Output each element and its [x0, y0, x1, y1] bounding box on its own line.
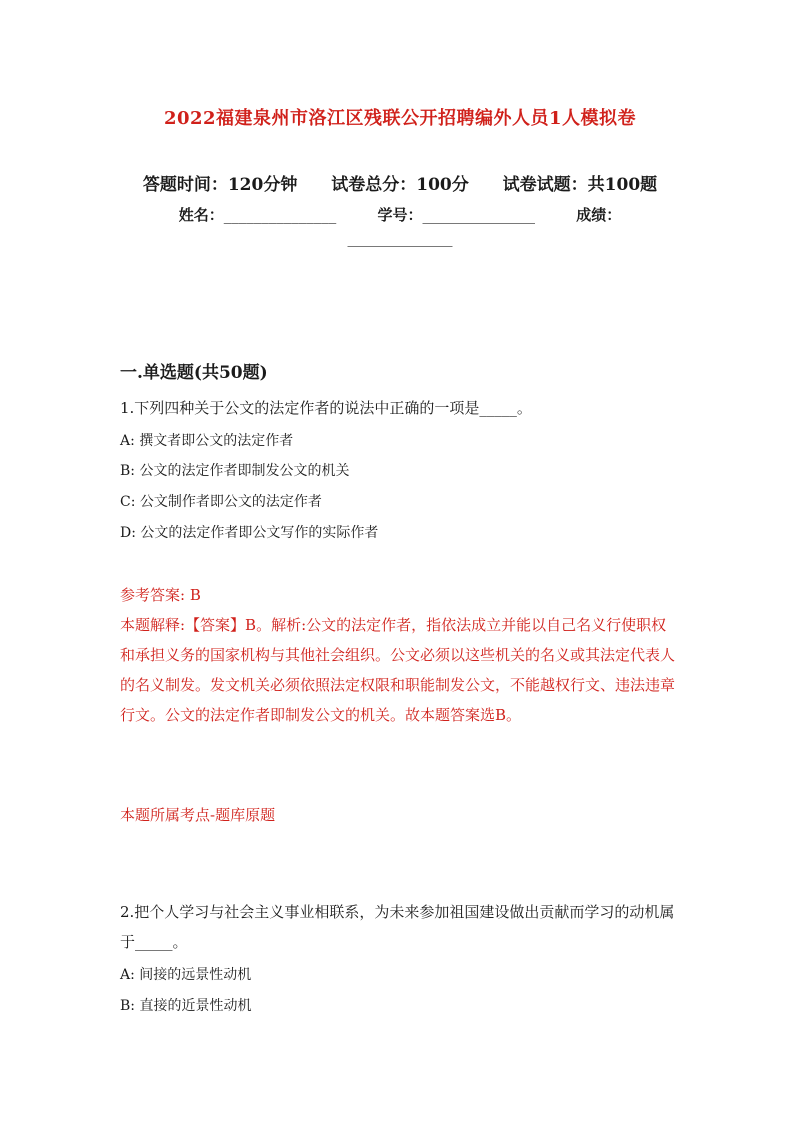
option-a: A: 撰文者即公文的法定作者: [120, 433, 294, 449]
id-blank: _______________: [422, 206, 535, 224]
option-c: C: 公文制作者即公文的法定作者: [120, 494, 322, 510]
id-field: [377, 206, 540, 224]
exam-time: 答题时间：120分钟: [142, 175, 298, 195]
grade-field: [576, 206, 621, 224]
id-label: 学号：: [377, 206, 423, 224]
name-label: 姓名：: [178, 206, 224, 224]
name-field: [179, 206, 342, 224]
name-blank: _______________: [223, 206, 337, 224]
grade-label: 成绩：: [576, 206, 622, 224]
section-title: 一.单选题(共50题): [120, 363, 268, 383]
option-a: A: 间接的远景性动机: [120, 967, 252, 983]
question-text: 2.把个人学习与社会主义事业相联系，为未来参加祖国建设做出贡献而学习的动机属于_____。: [120, 903, 675, 951]
answer-explanation: 本题解释:【答案】B。解析:公文的法定作者，指依法成立并能以自己名义行使职权和承担义务的国家机构与其他社会组织。公文必须以这些机关的名义或其法定代表人的名义制发。发文机关必须依照法定权限和职能制发公文，不能越权行文、违法违章行文。公文的法定作者即制发公文的机关。故本题答案选B。: [120, 616, 676, 724]
option-d: D: 公文的法定作者即公文写作的实际作者: [120, 525, 379, 541]
grade-blank: ______________: [347, 229, 453, 247]
option-b: B: 直接的近景性动机: [120, 998, 252, 1014]
answer-category: 本题所属考点-题库原题: [120, 806, 276, 824]
document-title: 2022福建泉州市洛江区残联公开招聘编外人员1人模拟卷: [163, 108, 637, 129]
answer-label: 参考答案: B: [120, 586, 201, 604]
exam-total-score: 试卷总分：100分: [331, 175, 469, 195]
option-b: B: 公文的法定作者即制发公文的机关: [120, 463, 350, 479]
exam-question-count: 试卷试题：共100题: [502, 175, 658, 195]
student-fields: [0, 204, 800, 225]
exam-meta: [0, 170, 800, 195]
question-text: 1.下列四种关于公文的法定作者的说法中正确的一项是_____。: [120, 399, 532, 417]
